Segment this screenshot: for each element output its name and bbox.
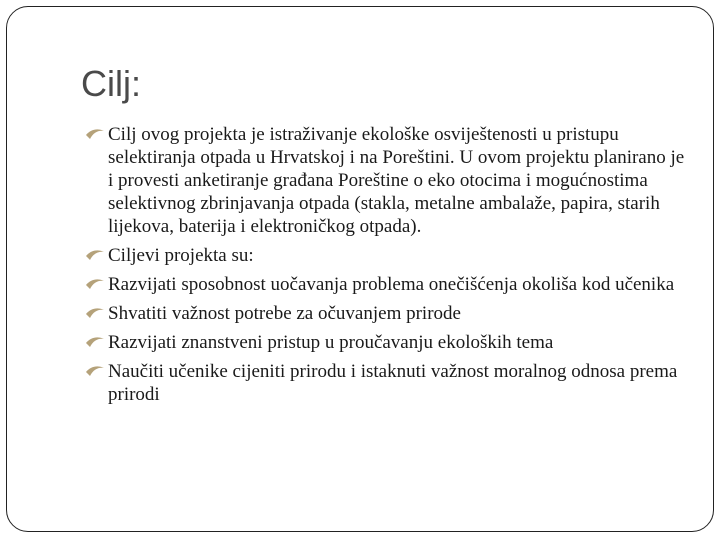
bullet-item [85,273,685,296]
bullet-text: Shvatiti važnost potrebe za očuvanjem prirode [108,303,461,324]
bullet-text: Ciljevi projekta su: [108,245,254,266]
bullet-text: Razvijati sposobnost uočavanja problema onečišćenja okoliša kod učenika [108,274,675,295]
slide-title: Cilj: [81,63,141,104]
swoosh-bullet-icon [85,305,105,321]
bullet-item [85,302,685,325]
bullet-text: Cilj ovog projekta je istraživanje ekološke osviještenosti u pristupu selektiranja otpada u Hrvatskoj i na Poreštini. U ovom projektu planirano je i provesti anketiranje građana Poreštine o eko otocima i mogućnostima selektivnog zbrinjavanja otpada (stakla, metalne ambalaže, papira, starih lijekova, baterija i elektroničkog otpada). [108,124,685,237]
swoosh-bullet-icon [85,247,105,263]
bullet-item [85,360,685,406]
bullet-list [85,123,685,412]
swoosh-bullet-icon [85,334,105,350]
slide-frame [6,6,714,532]
bullet-item [85,331,685,354]
bullet-text: Naučiti učenike cijeniti prirodu i istaknuti važnost moralnog odnosa prema prirodi [108,361,678,405]
swoosh-bullet-icon [85,276,105,292]
bullet-item [85,123,685,238]
bullet-text: Razvijati znanstveni pristup u proučavanju ekoloških tema [108,332,554,353]
swoosh-bullet-icon [85,126,105,142]
swoosh-bullet-icon [85,363,105,379]
bullet-item [85,244,685,267]
